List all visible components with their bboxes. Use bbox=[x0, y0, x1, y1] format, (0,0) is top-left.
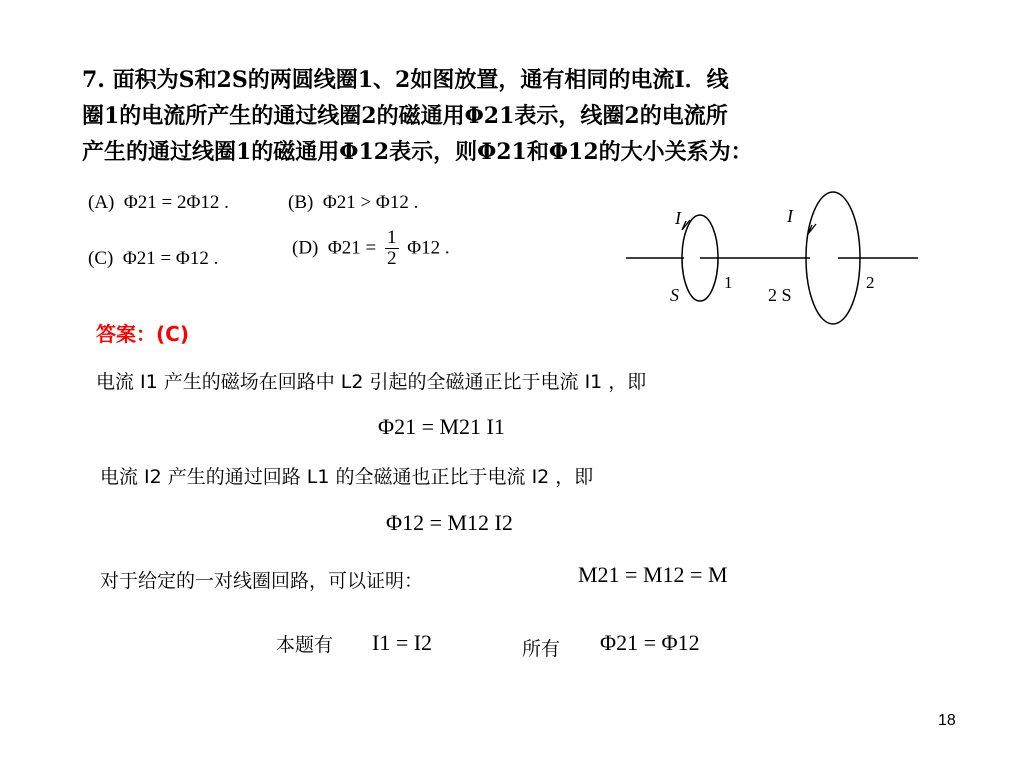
explanation-line-1: 电流 I1 产生的磁场在回路中 L2 引起的全磁通正比于电流 I1 ，即 bbox=[96, 371, 647, 393]
equation-currents-equal: I1 = I2 bbox=[372, 630, 433, 655]
equation-flux-equal: Φ21 = Φ12 bbox=[600, 630, 700, 655]
option-c-text: Φ21 = Φ12 . bbox=[122, 248, 219, 269]
fraction-numerator: 1 bbox=[387, 227, 397, 248]
option-d-rhs: Φ12 . bbox=[407, 237, 450, 259]
explanation-line-3: 对于给定的一对线圈回路，可以证明： bbox=[100, 570, 424, 592]
option-b-label: (B) bbox=[288, 192, 314, 213]
coils-figure bbox=[620, 180, 930, 330]
option-a-text: Φ21 = 2Φ12 . bbox=[123, 192, 229, 213]
option-a-label: (A) bbox=[88, 192, 115, 213]
option-c-label: (C) bbox=[88, 248, 114, 269]
option-a bbox=[88, 192, 229, 214]
coil-2-current-label: I bbox=[787, 206, 793, 226]
question-line-3: 产生的通过线圈1的磁通用Φ12表示，则Φ21和Φ12的大小关系为： bbox=[82, 139, 753, 165]
coil-1-number: 1 bbox=[724, 273, 733, 292]
option-d bbox=[292, 228, 450, 269]
question-line-2: 圈1的电流所产生的通过线圈2的磁通用Φ21表示，线圈2的电流所 bbox=[82, 103, 728, 129]
option-d-lhs: Φ21 = bbox=[327, 237, 377, 259]
explanation-label-this-problem: 本题有 bbox=[276, 634, 334, 656]
option-b bbox=[288, 192, 418, 214]
equation-mutual-inductance: M21 = M12 = M bbox=[578, 562, 728, 587]
option-c bbox=[88, 248, 218, 270]
option-b-text: Φ21 > Φ12 . bbox=[322, 192, 419, 213]
page-number: 18 bbox=[938, 712, 956, 729]
option-d-fraction bbox=[385, 228, 399, 269]
option-d-label: (D) bbox=[292, 237, 319, 259]
coil-1-area-label: S bbox=[670, 285, 679, 305]
explanation-line-2: 电流 I2 产生的通过回路 L1 的全磁通也正比于电流 I2 ，即 bbox=[100, 466, 594, 488]
coil-1-current-label: I bbox=[675, 208, 681, 228]
question-line-1: 7. 面积为S和2S的两圆线圈1、2如图放置，通有相同的电流I．线 bbox=[82, 67, 729, 93]
answer-label: 答案：(C) bbox=[96, 322, 189, 346]
coil-2-number: 2 bbox=[866, 273, 875, 292]
explanation-label-therefore: 所有 bbox=[522, 638, 561, 660]
fraction-denominator: 2 bbox=[387, 248, 397, 269]
equation-phi21: Φ21 = M21 I1 bbox=[378, 414, 505, 439]
coil-2-area-label: 2 S bbox=[768, 285, 792, 305]
equation-phi12: Φ12 = M12 I2 bbox=[386, 510, 513, 535]
